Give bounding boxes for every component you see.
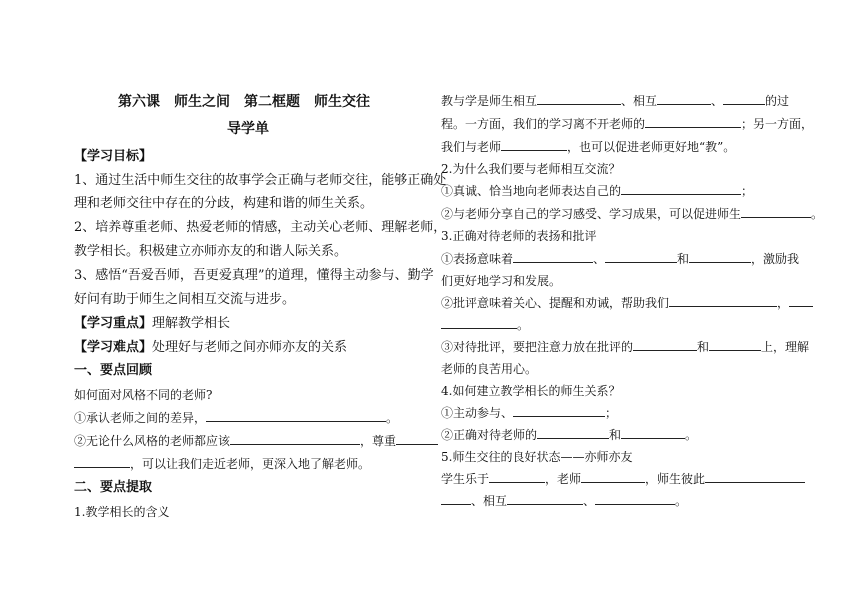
point-3-item-2 — [441, 294, 813, 312]
text: 学生乐于 — [441, 472, 490, 486]
text: ②与老师分享自己的学习感受、学习成果，可以促进师生 — [441, 207, 742, 221]
fill-blank[interactable] — [621, 426, 685, 439]
text: 和 — [697, 340, 710, 354]
goal-1-line-b: 理和老师交往中存在的分歧，构建和谐的师生关系。 — [74, 196, 374, 211]
point-1-line-1 — [441, 92, 789, 110]
text: 上，理解 — [761, 340, 810, 354]
point-2-item-2 — [441, 205, 823, 223]
key-point-heading: 【学习重点】 — [74, 316, 153, 331]
text: 和 — [677, 252, 690, 266]
punctuation: 。 — [675, 494, 688, 508]
text: ③对待批评，要把注意力放在批评的 — [441, 340, 634, 354]
fill-blank[interactable] — [595, 492, 675, 505]
text: 的过 — [765, 94, 790, 108]
point-2-item-1 — [441, 182, 753, 200]
text: ，也可以促进老师更好地“教”。 — [567, 140, 736, 154]
goal-3-line-a: 3、感悟“吾爱吾师，吾更爱真理”的道理，懂得主动参与、勤学 — [74, 268, 434, 283]
text: ，激励我 — [751, 252, 800, 266]
difficulty-line — [74, 339, 347, 357]
fill-blank[interactable] — [396, 432, 438, 445]
fill-blank[interactable] — [657, 92, 711, 105]
fill-blank[interactable] — [741, 205, 811, 218]
text: 程。一方面，我们的学习离不开老师的 — [441, 117, 646, 131]
section-2-heading: 二、要点提取 — [74, 480, 153, 495]
text: ， — [777, 296, 790, 310]
point-5-item-1 — [441, 470, 805, 488]
point-4: 4.如何建立教学相长的师生关系？ — [441, 384, 621, 398]
key-point-line — [74, 315, 230, 333]
text: ，师生彼此 — [645, 472, 706, 486]
fill-blank[interactable] — [605, 250, 677, 263]
punctuation: ； — [605, 406, 618, 420]
text: 、相互 — [621, 94, 658, 108]
punctuation: 。 — [685, 428, 698, 442]
key-point-text: 理解教学相长 — [152, 316, 231, 331]
fill-blank[interactable] — [537, 92, 621, 105]
point-1: 1.教学相长的含义 — [74, 505, 170, 519]
point-5-item-2 — [441, 492, 687, 510]
fill-blank[interactable] — [74, 455, 130, 468]
point-3-item-2-cont — [441, 316, 529, 334]
question-1: 如何面对风格不同的老师? — [74, 388, 213, 402]
point-1-line-2 — [441, 115, 813, 133]
q1-item-2-text: ②无论什么风格的老师都应该 — [74, 434, 231, 448]
fill-blank[interactable] — [645, 115, 741, 128]
fill-blank[interactable] — [206, 409, 386, 422]
text: 、相互 — [471, 494, 508, 508]
text: ①主动参与、 — [441, 406, 514, 420]
goal-1-line-a: 1、通过生活中师生交往的故事学会正确与老师交往，能够正确处 — [74, 173, 447, 188]
section-1-heading: 一、要点回顾 — [74, 363, 153, 378]
fill-blank[interactable] — [501, 138, 567, 151]
goals-heading: 【学习目标】 — [74, 149, 153, 164]
fill-blank[interactable] — [537, 426, 609, 439]
goal-2-line-b: 教学相长。积极建立亦师亦友的和谐人际关系。 — [74, 244, 348, 259]
difficulty-text: 处理好与老师之间亦师亦友的关系 — [152, 340, 348, 355]
worksheet-subtitle: 导学单 — [227, 121, 269, 137]
question-1-item-2 — [74, 432, 438, 450]
fill-blank[interactable] — [709, 338, 761, 351]
lesson-title: 第六课 师生之间 第二框题 师生交往 — [118, 94, 370, 110]
punctuation: 。 — [386, 411, 399, 425]
point-3-item-1-cont: 们更好地学习和发展。 — [441, 274, 562, 288]
punctuation: ； — [741, 184, 754, 198]
text: ①真诚、恰当地向老师表达自己的 — [441, 184, 622, 198]
text: 、 — [583, 494, 596, 508]
fill-blank[interactable] — [669, 294, 777, 307]
goal-3-line-b: 好问有助于师生之间相互交流与进步。 — [74, 292, 296, 307]
fill-blank[interactable] — [705, 470, 805, 483]
question-1-item-1 — [74, 409, 398, 427]
fill-blank[interactable] — [621, 182, 741, 195]
point-3-item-3-cont: 老师的良苦用心。 — [441, 362, 538, 376]
fill-blank[interactable] — [789, 294, 813, 307]
point-3-item-3 — [441, 338, 809, 356]
fill-blank[interactable] — [581, 470, 645, 483]
text: 、 — [593, 252, 606, 266]
fill-blank[interactable] — [723, 92, 765, 105]
fill-blank[interactable] — [633, 338, 697, 351]
fill-blank[interactable] — [230, 432, 360, 445]
text: ①表扬意味着 — [441, 252, 514, 266]
q1-item-3-text: ，可以让我们走近老师，更深入地了解老师。 — [130, 457, 371, 471]
question-1-item-3 — [74, 455, 370, 473]
point-2: 2.为什么我们要与老师相互交流？ — [441, 162, 621, 176]
fill-blank[interactable] — [513, 404, 605, 417]
fill-blank[interactable] — [489, 470, 545, 483]
difficulty-heading: 【学习难点】 — [74, 340, 153, 355]
text: ，老师 — [545, 472, 582, 486]
punctuation: 。 — [517, 318, 530, 332]
q1-item-1-text: ①承认老师之间的差异， — [74, 411, 207, 425]
text: 和 — [609, 428, 622, 442]
point-5: 5.师生交往的良好状态——亦师亦友 — [441, 450, 633, 464]
fill-blank[interactable] — [507, 492, 583, 505]
text: 教与学是师生相互 — [441, 94, 538, 108]
text: 、 — [711, 94, 724, 108]
goal-2-line-a: 2、培养尊重老师、热爱老师的情感，主动关心老师、理解老师， — [74, 220, 447, 235]
punctuation: 。 — [811, 207, 824, 221]
fill-blank[interactable] — [689, 250, 751, 263]
text: 我们与老师 — [441, 140, 502, 154]
point-3-item-1 — [441, 250, 799, 268]
text: ②正确对待老师的 — [441, 428, 538, 442]
text: ②批评意味着关心、提醒和劝诫，帮助我们 — [441, 296, 670, 310]
fill-blank[interactable] — [441, 492, 471, 505]
fill-blank[interactable] — [441, 316, 517, 329]
fill-blank[interactable] — [513, 250, 593, 263]
point-4-item-2 — [441, 426, 697, 444]
point-3: 3.正确对待老师的表扬和批评 — [441, 229, 597, 243]
q1-item-2-text-b: ，尊重 — [360, 434, 397, 448]
text: ；另一方面， — [741, 117, 814, 131]
point-4-item-1 — [441, 404, 617, 422]
point-1-line-3 — [441, 138, 735, 156]
